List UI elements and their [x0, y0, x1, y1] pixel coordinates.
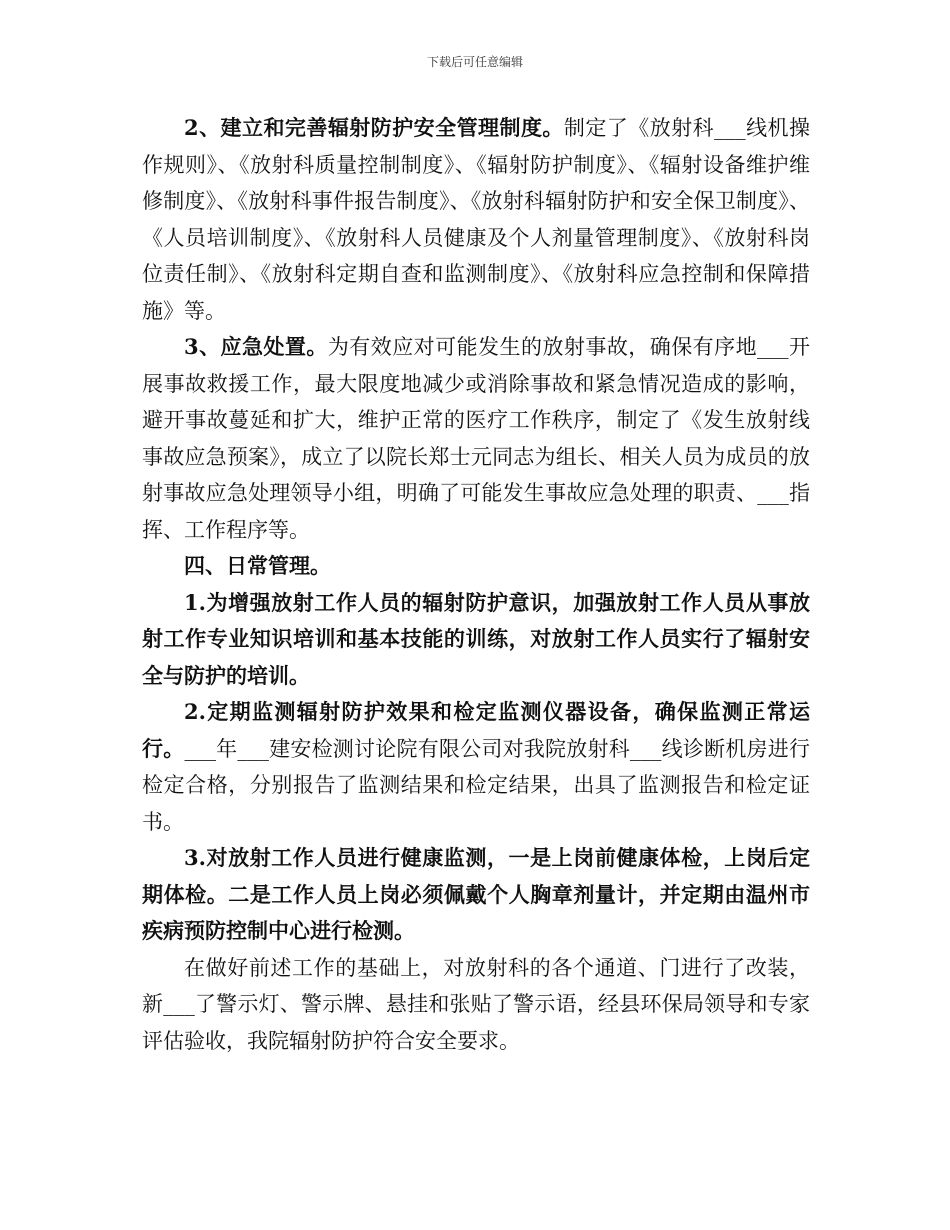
paragraph-text: 制定了《放射科___线机操作规则》、《放射科质量控制制度》、《辐射防护制度》、《辐射设备维护维修制度》、《放射科事件报告制度》、《放射科辐射防护和安全保卫制度》、《人员培训制度》、《放射科人员健康及个人剂量管理制度》、《放射科岗位责任制》、《放射科定期自查和监测制度》、《放射科应急控制和保障措施》等。 — [142, 116, 810, 323]
paragraph-training: 1.为增强放射工作人员的辐射防护意识，加强放射工作人员从事放射工作专业知识培训和基本技能的训练，对放射工作人员实行了辐射安全与防护的培训。 — [142, 589, 810, 688]
paragraph-health-monitoring: 3.对放射工作人员进行健康监测，一是上岗前健康体检，上岗后定期体检。二是工作人员上岗必须佩戴个人胸章剂量计，并定期由温州市疾病预防控制中心进行检测。 — [142, 845, 810, 943]
paragraph-conclusion: 在做好前述工作的基础上，对放射科的各个通道、门进行了改装，新___了警示灯、警示牌、悬挂和张贴了警示语，经县环保局领导和专家评估验收，我院辐射防护符合安全要求。 — [142, 955, 810, 1053]
paragraph-text: 为有效应对可能发生的放射事故，确保有序地___开展事故救援工作，最大限度地减少或消除事故和紧急情况造成的影响，避开事故蔓延和扩大，维护正常的医疗工作秩序，制定了《发生放射线事故应急预案》，成立了以院长郑士元同志为组长、相关人员为成员的放射事故应急处理领导小组，明确了可能发生事故应急处理的职责、___指挥、工作程序等。 — [142, 335, 810, 542]
paragraph-lead: 3、应急处置。 — [184, 334, 328, 359]
paragraph-lead: 2、建立和完善辐射防护安全管理制度。 — [184, 115, 564, 140]
paragraph-text: ___年___建安检测讨论院有限公司对我院放射科___线诊断机房进行检定合格，分别报告了监测结果和检定结果，出具了监测报告和检定证书。 — [142, 736, 811, 834]
paragraph-lead: 2.定期监测辐射防护效果和检定监测仪器设备，确保监测正常运行。 — [142, 699, 810, 761]
document-body — [142, 110, 810, 1059]
page-header: 下载后可任意编辑 — [426, 55, 523, 69]
paragraph-monitoring — [142, 694, 810, 840]
paragraph-emergency — [142, 329, 810, 548]
section-heading-daily-management: 四、日常管理。 — [184, 553, 331, 578]
paragraph-radiation-rules — [142, 110, 810, 329]
